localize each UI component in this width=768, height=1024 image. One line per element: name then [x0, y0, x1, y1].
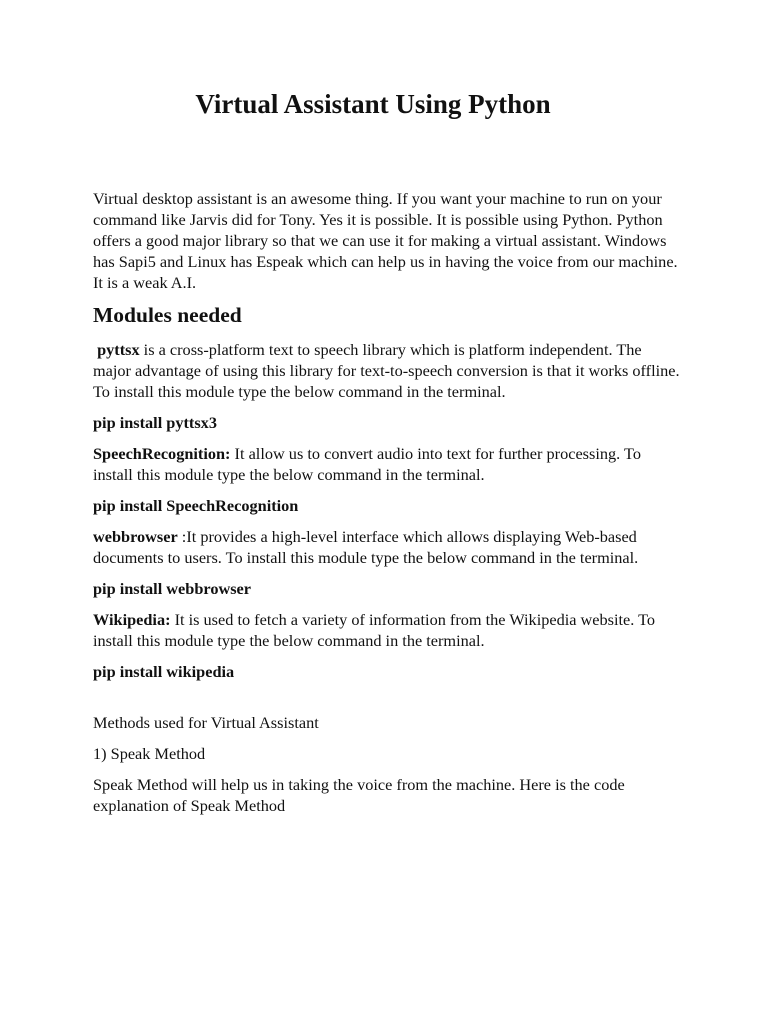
module-name: SpeechRecognition:: [93, 444, 231, 463]
module-pyttsx-paragraph: [93, 339, 683, 402]
method-1-title: 1) Speak Method: [93, 744, 206, 763]
install-command-webbrowser: pip install webbrowser: [93, 579, 252, 598]
module-webbrowser-paragraph: [93, 526, 683, 568]
install-command-speechrecognition: pip install SpeechRecognition: [93, 496, 299, 515]
modules-heading: Modules needed: [93, 303, 242, 327]
install-command-wikipedia: pip install wikipedia: [93, 662, 235, 681]
module-description: It allow us to convert audio into text for further processing. To install this module type the below command in the terminal.: [93, 444, 641, 484]
document-body: [93, 188, 683, 816]
module-description: :It provides a high-level interface which allows displaying Web-based documents to users. To install this module type the below command in the terminal.: [93, 527, 639, 567]
module-description: is a cross-platform text to speech library which is platform independent. The major advantage of using this library for text-to-speech conversion is that it works offline. To install this module type the below command in the terminal.: [93, 340, 680, 401]
module-name: Wikipedia:: [93, 610, 171, 629]
module-name: webbrowser: [93, 527, 178, 546]
methods-intro: Methods used for Virtual Assistant: [93, 713, 319, 732]
module-wikipedia-paragraph: [93, 609, 683, 651]
document-title: Virtual Assistant Using Python: [195, 89, 551, 119]
section-spacer: [93, 682, 683, 712]
install-command-pyttsx3: pip install pyttsx3: [93, 413, 217, 432]
module-name: pyttsx: [97, 340, 140, 359]
module-description: It is used to fetch a variety of information from the Wikipedia website. To install this module type the below command in the terminal.: [93, 610, 656, 650]
module-speechrecognition-paragraph: [93, 443, 683, 485]
method-1-description: Speak Method will help us in taking the voice from the machine. Here is the code explanation of Speak Method: [93, 775, 625, 815]
intro-paragraph: Virtual desktop assistant is an awesome thing. If you want your machine to run on your command like Jarvis did for Tony. Yes it is possible. It is possible using Python. Python offers a good major library so that we can use it for making a virtual assistant. Windows has Sapi5 and Linux has Espeak which can help us in having the voice from our machine. It is a weak A.I.: [93, 189, 678, 292]
